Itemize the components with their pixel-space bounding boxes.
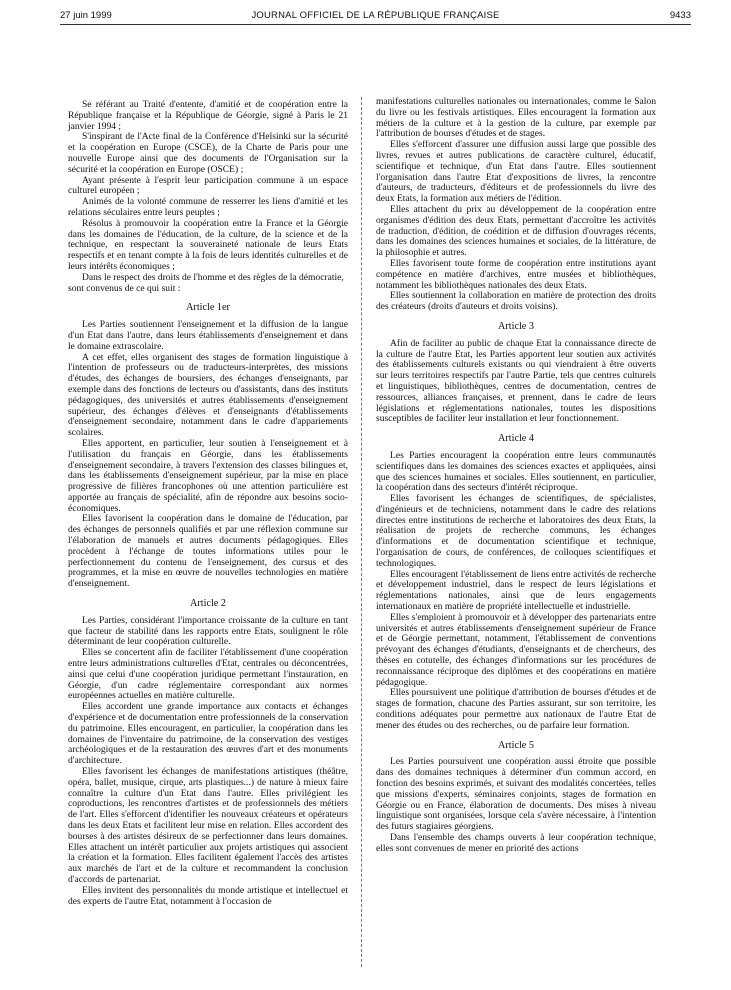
article-paragraph: Elles s'emploient à promouvoir et à développer des partenariats entre universités et autres établissements d'enseignement supérieur de France et de Géorgie permettant, notamment, l'établissement de conventions prévoyant des échanges d'étudiants, d'enseignants et de chercheurs, des thèses en cotutelle, des échanges d'informations sur les procédures de reconnaissance réciproque des diplômes et des coopérations en matière pédagogique.	[376, 611, 656, 688]
article-paragraph: A cet effet, elles organisent des stages de formation linguistique à l'intention de professeurs ou de traducteurs-interprètes, des missions d'études, des échanges de boursiers, des échanges d'enseignants, par exemple dans des fonctions de lecteurs ou d'assistants, dans des instituts pédagogiques, des universités et autres établissements d'enseignement supérieur, des échanges d'élèves et d'enseignants d'établissements d'enseignement secondaire, notamment dans le cadre d'appariements scolaires.	[68, 351, 348, 439]
preamble-paragraph: S'inspirant de l'Acte final de la Conférence d'Helsinki sur la sécurité et la coopération en Europe (CSCE), de la Charte de Paris pour une nouvelle Europe ainsi que des documents de l'Organisation sur la sécurité et la coopération en Europe (OSCE) ;	[68, 131, 348, 175]
article-paragraph: Elles favorisent les échanges de scientifiques, de spécialistes, d'ingénieurs et de techniciens, notamment dans le cadre des relations directes entre institutions de recherche et laboratoires des deux Etats, la réalisation de projets de recherche communs, les échanges d'informations et de documentation scientifique et technique, l'organisation de cours, de conférences, de colloques scientifiques et technologiques.	[376, 493, 656, 569]
article-paragraph: Elles favorisent les échanges de manifestations artistiques (théâtre, opéra, ballet, musique, cirque, arts plastiques...) de nature à mieux faire connaître la culture d'un Etat dans l'autre. Elles privilégient les coproductions, les rencontres d'artistes et de professionnels des métiers de l'art. Elles s'efforcent d'identifier les nouveaux créateurs et opérateurs dans les deux Etats et facilitent leur mise en relation. Elles accordent des bourses à des artistes désireux de se perfectionner dans leurs domaines. Elles attachent un intérêt particulier aux projets artistiques qui associent la création et la formation. Elles facilitent également l'accès des artistes aux marchés de l'art et de la culture et recommandent la conclusion d'accords de partenariat.	[68, 766, 348, 885]
header-rule	[60, 24, 691, 25]
article-heading: Article 3	[498, 320, 534, 332]
preamble-paragraph: Animés de la volonté commune de resserrer les liens d'amitié et les relations séculaires entre leurs peuples ;	[68, 196, 348, 218]
article-paragraph: Dans l'ensemble des champs ouverts à leur coopération technique, elles sont convenues de mener en priorité des actions	[376, 832, 656, 854]
preamble-paragraph: Ayant présente à l'esprit leur participation commune à un espace culturel européen ;	[68, 174, 348, 197]
page-number: 9433	[669, 10, 691, 21]
article-heading: Article 1er	[186, 302, 230, 314]
article-paragraph: Les Parties, considérant l'importance croissante de la culture en tant que facteur de stabilité dans les rapports entre Etats, soulignent le rôle déterminant de leur coopération culturelle.	[68, 614, 348, 648]
left-column	[68, 100, 348, 907]
article-paragraph: Elles accordent une grande importance aux contacts et échanges d'expérience et de documentation entre professionnels de la conservation du patrimoine. Elles encouragent, en particulier, la coopération dans les domaines de l'inventaire du patrimoine, de la conservation des vestiges archéologiques et de la restauration des œuvres d'art et des monuments d'architecture.	[68, 701, 348, 767]
article-paragraph: Elles invitent des personnalités du monde artistique et intellectuel et des experts de l'autre Etat, notamment à l'occasion de	[68, 884, 348, 907]
article-paragraph: Les Parties poursuivent une coopération aussi étroite que possible dans des domaines techniques à déterminer d'un commun accord, en fonction des besoins exprimés, et suivant des modalités concertées, telles que missions d'experts, séminaires conjoints, stages de formation en Géorgie ou en France, élaboration de documents. Des mises à niveau linguistique sont organisées, lorsque cela s'avère nécessaire, à l'intention des futurs stagiaires géorgiens.	[376, 756, 656, 833]
right-column	[376, 97, 656, 855]
article-paragraph: Les Parties soutiennent l'enseignement et la diffusion de la langue d'un Etat dans l'autre, dans leurs établissements d'enseignement et dans le domaine extrascolaire.	[68, 319, 348, 352]
article-paragraph: Elles favorisent toute forme de coopération entre institutions ayant compétence en matière d'archives, entre musées et bibliothèques, notamment les bibliothèques nationales des deux Etats.	[376, 257, 656, 291]
preamble-paragraph: Dans le respect des droits de l'homme et des règles de la démocratie,	[82, 271, 344, 283]
article-paragraph: Elles attachent du prix au développement de la coopération entre organismes d'édition des deux Etats, permettant d'accroître les activités de traduction, d'édition, de coédition et de diffusion d'ouvrages récents, dans les domaines des sciences humaines et sociales, de la littérature, de la philosophie et autres.	[376, 203, 656, 259]
agreement-clause: sont convenus de ce qui suit :	[68, 282, 181, 294]
page-header	[60, 8, 691, 24]
article-heading: Article 2	[190, 598, 226, 610]
article-paragraph: Elles se concertent afin de faciliter l'établissement d'une coopération entre leurs administrations culturelles d'Etat, centrales ou déconcentrées, ainsi que celui d'une coopération juridique permettant l'instauration, en Géorgie, d'un cadre réglementaire correspondant aux normes européennes actuelles en matière culturelle.	[68, 647, 348, 702]
article-paragraph: Afin de faciliter au public de chaque Etat la connaissance directe de la culture de l'autre Etat, les Parties apportent leur soutien aux activités des établissements culturels existants ou qui viendraient à être ouverts sur leurs territoires respectifs par l'autre Partie, tels que centres culturels et linguistiques, bibliothèques, centres de documentation, centres de ressources, alliances françaises, et prennent, dans le cadre de leurs législations et réglementations nationales, toutes les dispositions susceptibles de faciliter leur installation et leur fonctionnement.	[376, 337, 656, 425]
article-paragraph: manifestations culturelles nationales ou internationales, comme le Salon du livre ou les festivals artistiques. Elles encouragent la formation aux métiers de la culture et à la gestion de la culture, par exemple par l'attribution de bourses d'études et de stages.	[376, 96, 656, 140]
preamble-paragraph: Résolus à promouvoir la coopération entre la France et la Géorgie dans les domaines de l'éducation, de la culture, de la science et de la technique, en respectant la souveraineté nationale de leurs Etats respectifs et en tenant compte à la fois de leurs identités culturelles et de leurs intérêts économiques ;	[68, 217, 348, 272]
article-paragraph: Elles apportent, en particulier, leur soutien à l'enseignement et à l'utilisation du français en Géorgie, dans les établissements d'enseignement secondaire, à travers l'extension des classes bilingues et, dans les établissements d'enseignement supérieur, par la mise en place progressive de filières francophones où une attention particulière est apportée au français de spécialité, afin de répondre aux besoins socio-économiques.	[68, 437, 348, 514]
article-paragraph: Elles poursuivent une politique d'attribution de bourses d'études et de stages de formation, chacune des Parties assurant, sur son territoire, les conditions adéquates pour permettre aux nationaux de l'autre Etat de mener des études ou des recherches, ou de parfaire leur formation.	[376, 687, 656, 731]
preamble-paragraph: Se référant au Traité d'entente, d'amitié et de coopération entre la République française et la République de Géorgie, signé à Paris le 21 janvier 1994 ;	[68, 99, 348, 132]
article-paragraph: Elles encouragent l'établissement de liens entre activités de recherche et développement industriel, dans le respect de leurs législations et réglementations nationales, ainsi que de leurs engagements internationaux en matière de propriété intellectuelle et industrielle.	[376, 568, 656, 613]
publication-date: 27 juin 1999	[60, 10, 112, 21]
article-paragraph: Elles soutiennent la collaboration en matière de protection des droits des créateurs (droits d'auteurs et droits voisins).	[376, 290, 656, 313]
article-paragraph: Les Parties encouragent la coopération entre leurs communautés scientifiques dans les domaines des sciences exactes et appliquées, ainsi que des sciences humaines et sociales. Elles soutiennent, en particulier, la coopération dans des secteurs d'intérêt réciproque.	[376, 449, 656, 494]
article-heading: Article 4	[498, 433, 534, 445]
article-paragraph: Elles favorisent la coopération dans le domaine de l'éducation, par des échanges de personnels qualifiés et par une réflexion commune sur l'élaboration de manuels et autres documents pédagogiques. Elles procèdent à l'échange de toutes informations utiles pour le perfectionnement du contenu de l'enseignement, des cursus et des programmes, et la mise en œuvre de nouvelles technologies en matière d'enseignement.	[68, 513, 348, 590]
article-heading: Article 5	[498, 739, 534, 751]
article-paragraph: Elles s'efforcent d'assurer une diffusion aussi large que possible des livres, revues et autres publications de caractère culturel, éducatif, scientifique et technique, d'un Etat dans l'autre. Elles soutiennent l'organisation dans l'autre Etat d'expositions de livres, la rencontre d'auteurs, de traducteurs, d'éditeurs et de professionnels du livre des deux Etats, la formation aux métiers de l'édition.	[376, 139, 656, 205]
journal-title: JOURNAL OFFICIEL DE LA RÉPUBLIQUE FRANÇAISE	[251, 10, 500, 21]
column-divider	[361, 97, 362, 967]
